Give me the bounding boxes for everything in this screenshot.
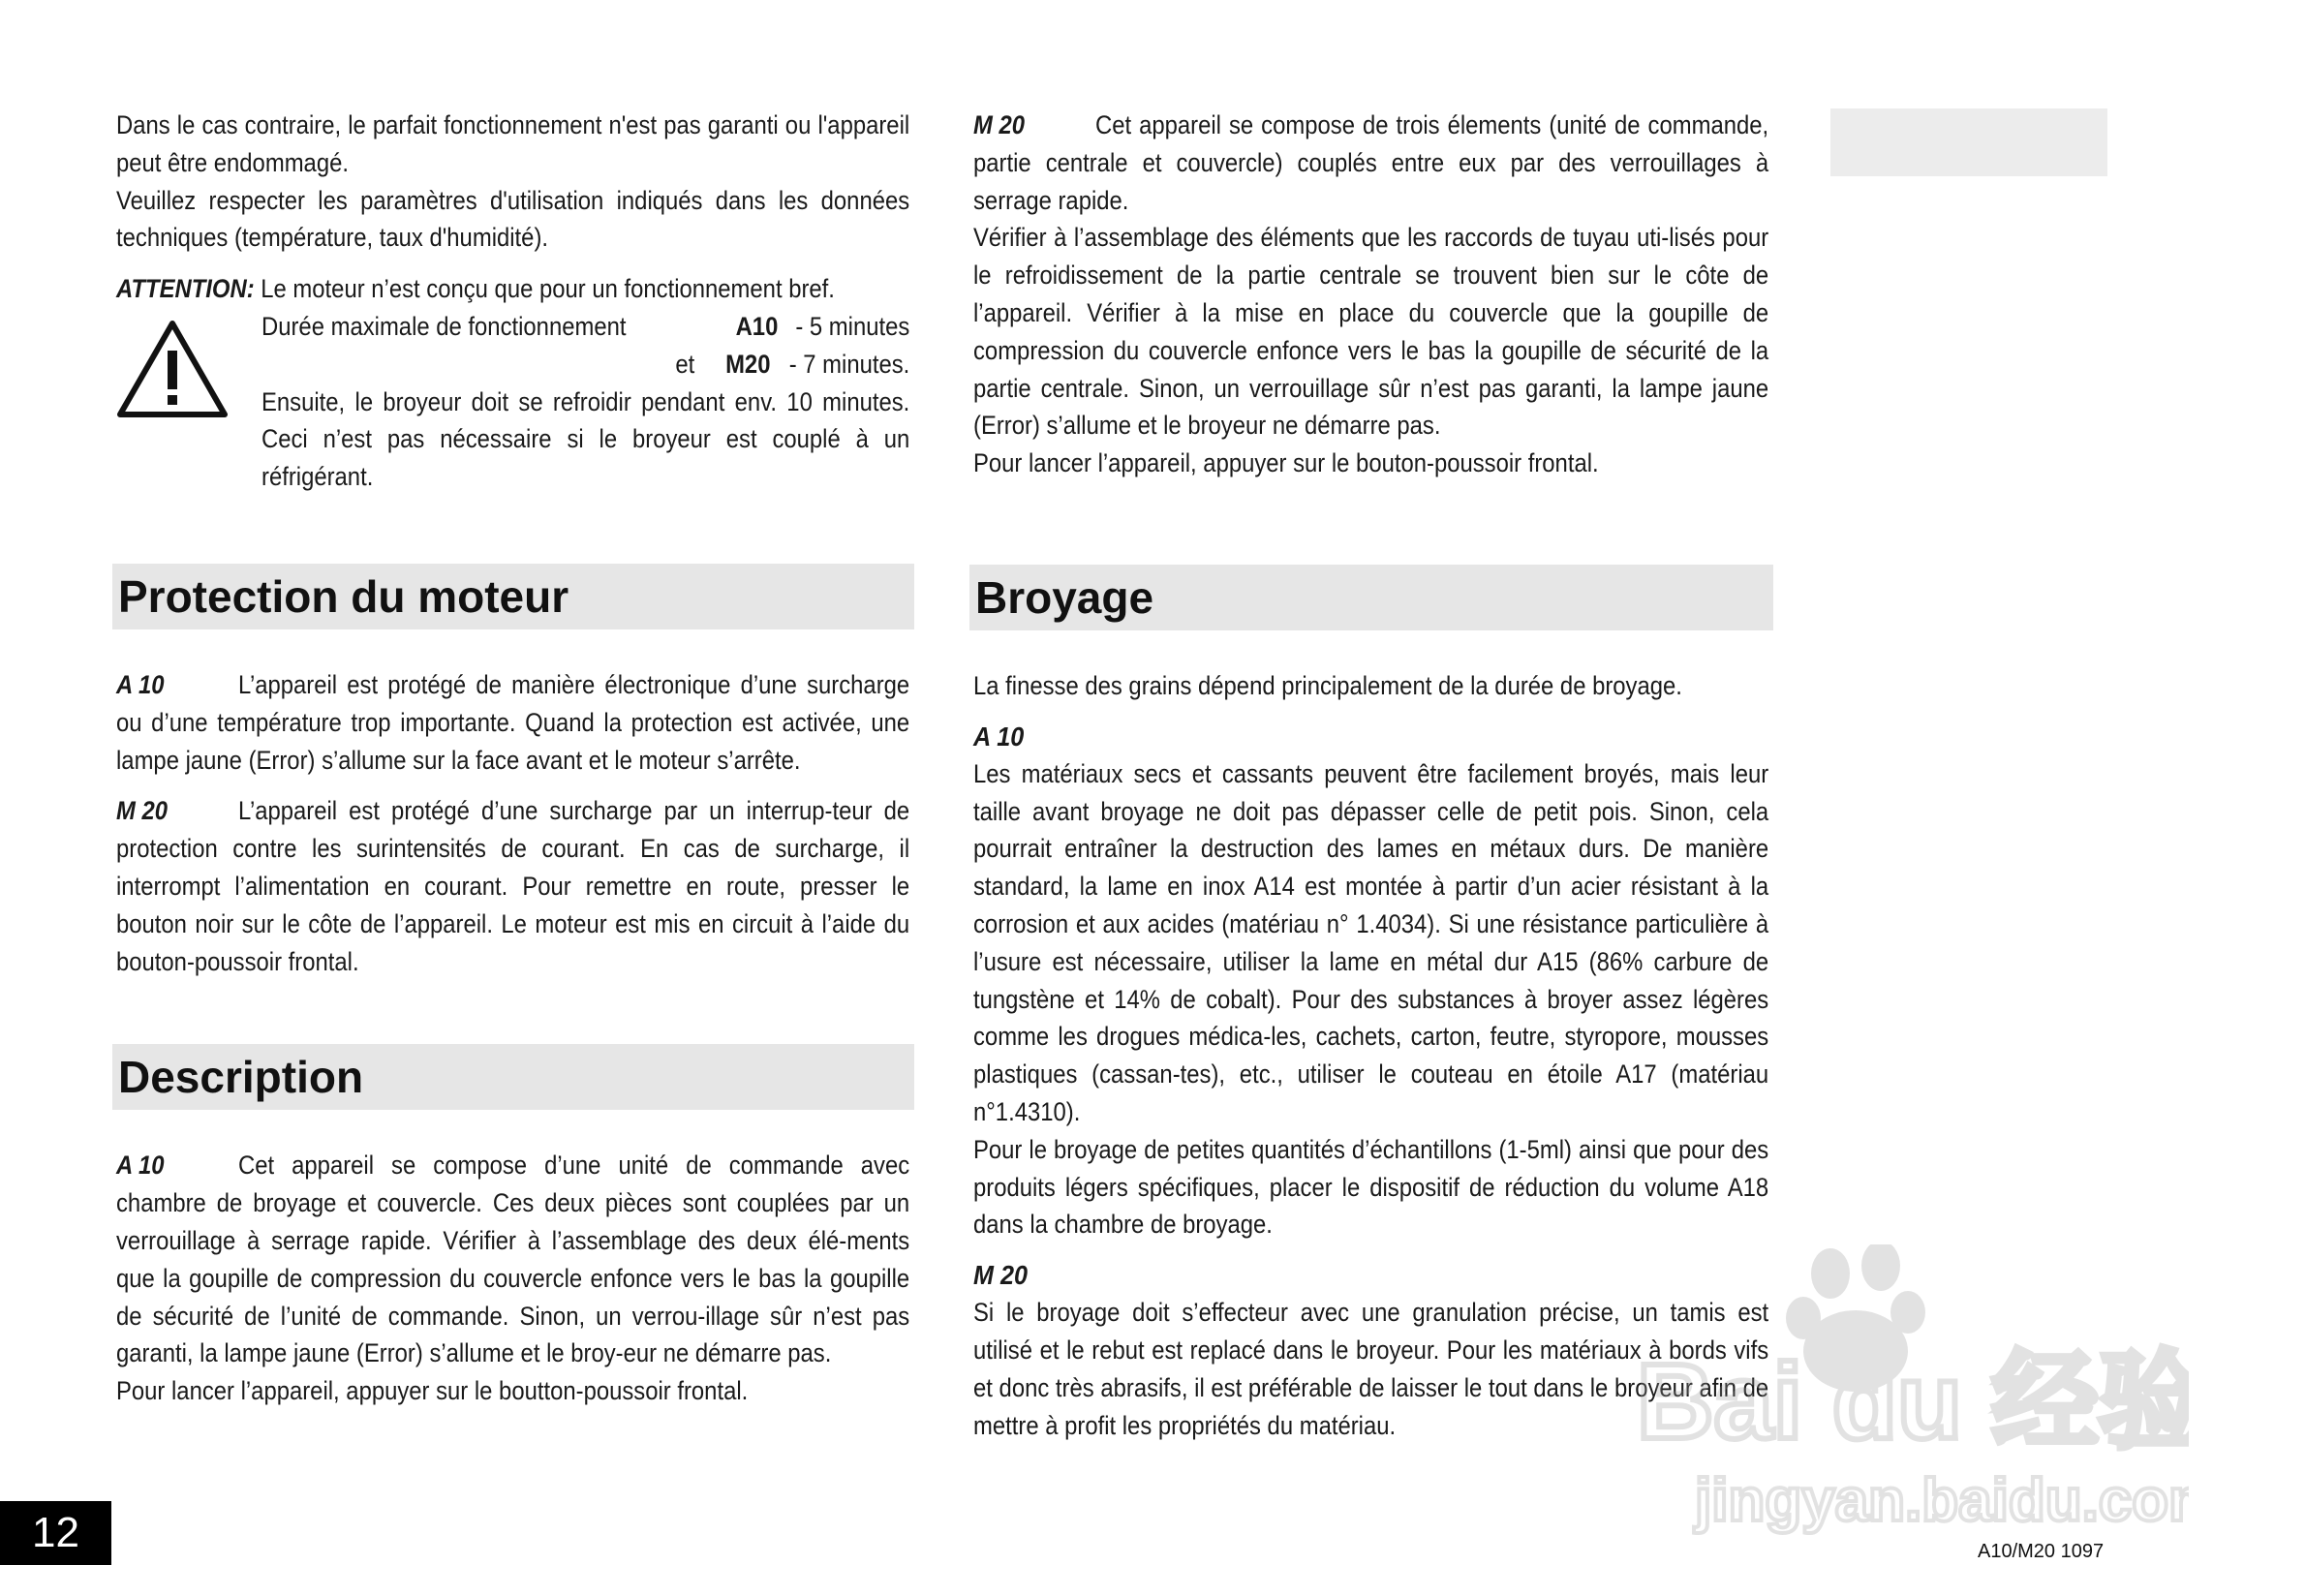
protection-heading xyxy=(112,564,914,629)
broyage-intro: La finesse des grains dépend principalement de la durée de broyage. xyxy=(973,670,1682,700)
broyage-heading xyxy=(969,565,1773,630)
description-a10-start: Pour lancer l’appareil, appuyer sur le boutton-poussoir frontal. xyxy=(116,1376,749,1406)
protection-a10 xyxy=(116,666,909,779)
protection-a10-text: L’appareil est protégé de manière électronique d’une surcharge ou d’une température trop importante. Quand la protection est activée, une lampe jaune (Error) s’allume sur la face avant et le moteur s’arrête. xyxy=(116,669,910,775)
svg-text:Bai du 经验: Bai du 经验 xyxy=(1637,1342,2189,1461)
broyage-m20-label: M 20 xyxy=(973,1260,1029,1291)
broyage-a10-text: Les matériaux secs et cassants peuvent être facilement broyés, mais leur taille avant broyage ne doit pas dépasser celle de petit pois. Sinon, cela pourrait entraîner la destruction des lames en métaux durs. De manière standard, la lame en inox A14 est montée à partir d’un acier résistant à la corrosion et aux acides (matériau n° 1.4034). Si une résistance particulière à l’usure est nécessaire, utiliser la lame en métal dur A15 (86% carbure de tungstène et 14% de cobalt). Pour des substances à broyer assez légères comme les drogues médica-les, cachets, carton, feutre, styropore, mousses plastiques (cassan-tes), etc., utiliser le couteau en étoile A17 (matériau n°1.4310). xyxy=(973,758,1769,1126)
side-tab-box xyxy=(1830,108,2107,176)
page-number: 12 xyxy=(0,1501,111,1565)
attention-time-m20: - 7 minutes. xyxy=(788,349,910,379)
attention-model-a10: A10 xyxy=(735,311,779,341)
protection-m20 xyxy=(116,792,909,980)
description-heading xyxy=(112,1044,914,1110)
attention-time-a10: - 5 minutes xyxy=(795,311,910,341)
m20-start-text: Pour lancer l’appareil, appuyer sur le bouton-poussoir frontal. xyxy=(973,448,1599,478)
description-a10 xyxy=(116,1147,909,1372)
document-code: A10/M20 1097 xyxy=(1978,1541,2105,1562)
attention-model-m20: M20 xyxy=(725,349,771,379)
attention-et: et xyxy=(675,349,695,379)
protection-m20-label: M 20 xyxy=(116,796,169,826)
attention-line1 xyxy=(116,270,909,308)
protection-m20-text: L’appareil est protégé d’une surcharge par un interrup-teur de protection contre les surintensités de courant. En cas de surcharge, il interrompt l’alimentation en courant. Pour remettre en route, presser le bouton noir sur le côte de l’appareil. Le moteur est mis en circuit à l’aide du bouton-poussoir frontal. xyxy=(116,796,910,976)
broyage-m20-text: Si le broyage doit s’effecteur avec une granulation précise, un tamis est utilisé et le rebut est replacé dans le broyeur. Pour les matériaux à bords vifs et donc très abrasifs, il est préférable de laisser le tout dans le broyeur afin de mettre à profit les propriétés du matériau. xyxy=(973,1298,1769,1440)
attention-rest: Ensuite, le broyeur doit se refroidir pendant env. 10 minutes. Ceci n’est pas nécessaire si le broyeur est couplé à un réfrigérant. xyxy=(261,386,910,492)
intro-paragraph-1: Dans le cas contraire, le parfait fonctionnement n'est pas garanti ou l'appareil peut être endommagé. xyxy=(116,110,910,177)
m20-label: M 20 xyxy=(973,110,1026,139)
intro-paragraph-2: Veuillez respecter les paramètres d'utilisation indiqués dans les données techniques (température, taux d'humidité). xyxy=(116,185,910,253)
attention-text: Le moteur n’est conçu que pour un fonctionnement bref. xyxy=(261,274,835,304)
attention-block xyxy=(116,270,910,496)
broyage-title: Broyage xyxy=(975,571,1154,623)
broyage-a10-label: A 10 xyxy=(973,721,1025,752)
protection-title: Protection du moteur xyxy=(118,570,569,622)
attention-label: ATTENTION: xyxy=(116,274,255,304)
description-a10-label: A 10 xyxy=(116,1151,165,1181)
description-a10-text: Cet appareil se compose d’une unité de commande avec chambre de broyage et couvercle. Ces deux pièces sont couplées par un verrouillage à serrage rapide. Vérifier à l’assemblage des deux élé-ments que la goupille de compression du couvercle enfonce vers le bas la goupille de sécurité de l’unité de commande. Sinon, un verrou-illage sûr n’est pas garanti, la lampe jaune (Error) s’allume et le broy-eur ne démarre pas. xyxy=(116,1151,910,1368)
m20-description xyxy=(973,107,1768,219)
baidu-watermark xyxy=(1627,1244,2189,1535)
warning-triangle-icon xyxy=(116,308,261,496)
broyage-a10-text2: Pour le broyage de petites quantités d’échantillons (1-5ml) ainsi que pour des produits légers spécifiques, placer le dispositif de réduction du volume A18 dans la chambre de broyage. xyxy=(973,1134,1769,1240)
description-title: Description xyxy=(118,1052,364,1103)
left-column xyxy=(116,107,910,1410)
svg-text:jingyan.baidu.com: jingyan.baidu.com xyxy=(1695,1467,2189,1534)
m20-text: Cet appareil se compose de trois élements (unité de commande, partie centrale et couvercle) couplés entre eux par des verrouillages à serrage rapide. xyxy=(973,110,1769,215)
protection-a10-label: A 10 xyxy=(116,669,165,699)
m20-assembly-text: Vérifier à l’assemblage des éléments que les raccords de tuyau uti-lisés pour le refroidissement de la partie centrale se trouvent bien sur le côte de l’appareil. Vérifier à la mise en place du couvercle que la goupille de compression du couvercle enfonce vers le bas la goupille de sécurité de la partie centrale. Sinon, un verrouillage sûr n’est pas garanti, la lampe jaune (Error) s’allume et le broyeur ne démarre pas. xyxy=(973,223,1769,441)
attention-duration-label: Durée maximale de fonctionnement xyxy=(261,311,627,341)
